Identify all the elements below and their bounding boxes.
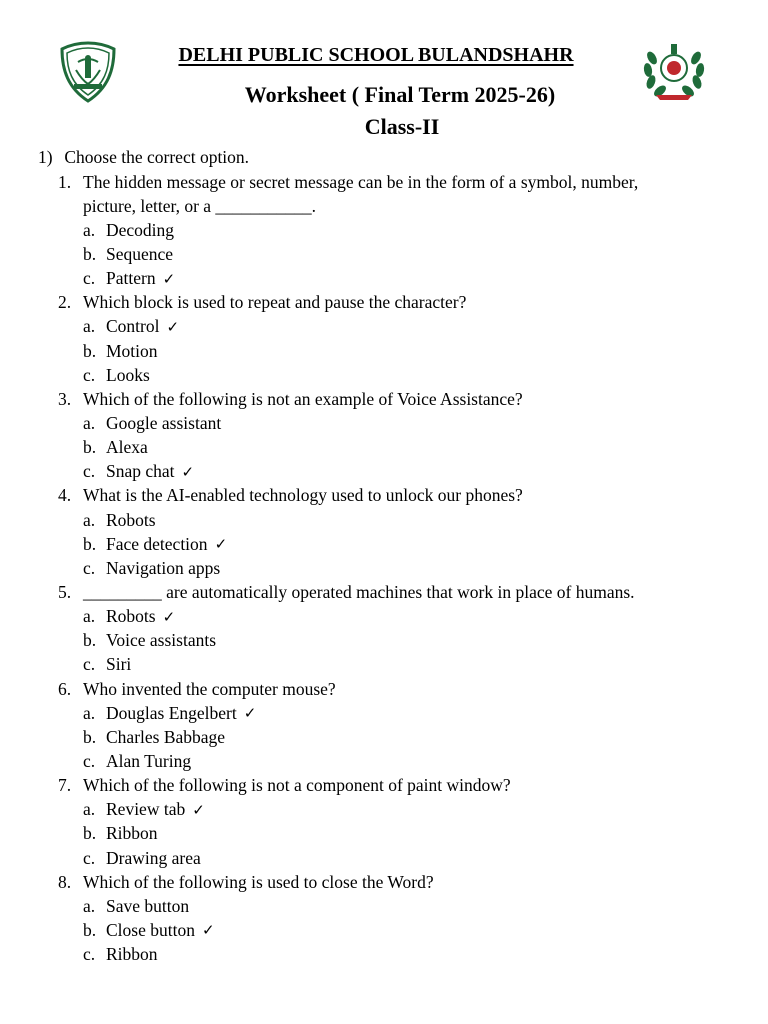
option-text: Drawing area [106, 847, 201, 868]
answer-option [58, 701, 758, 725]
section-heading [38, 146, 249, 168]
option-letter: c. [83, 654, 96, 675]
question-number: 1. [58, 171, 72, 192]
question-number: 2. [58, 292, 72, 313]
answer-option [58, 798, 758, 822]
option-letter: a. [83, 219, 96, 240]
question-number: 3. [58, 388, 72, 409]
question-text: Which of the following is not an example of Voice Assistance? [83, 388, 523, 409]
option-letter: c. [83, 750, 96, 771]
answer-option [58, 218, 758, 242]
question-list [58, 170, 758, 967]
option-letter: b. [83, 243, 97, 264]
checkmark-icon: ✓ [201, 921, 215, 940]
question-text: Which block is used to repeat and pause the character? [83, 292, 467, 313]
option-text: Snap chat [106, 461, 175, 482]
question-item [58, 170, 758, 291]
option-letter: b. [83, 340, 97, 361]
option-letter: b. [83, 533, 97, 554]
answer-option [58, 508, 758, 532]
checkmark-icon: ✓ [181, 462, 195, 481]
answer-option [58, 846, 758, 870]
option-text: Alan Turing [106, 750, 192, 771]
answer-option [58, 629, 758, 653]
answer-option [58, 267, 758, 291]
answer-option [58, 242, 758, 266]
question-text: Which of the following is used to close the Word? [83, 871, 434, 892]
option-letter: a. [83, 895, 96, 916]
question-number: 5. [58, 581, 72, 602]
checkmark-icon: ✓ [162, 607, 176, 626]
question-text-continued: picture, letter, or a ___________. [83, 195, 317, 216]
worksheet-title: Worksheet ( Final Term 2025-26) [244, 82, 556, 107]
option-text: Charles Babbage [106, 726, 226, 747]
option-letter: c. [83, 268, 96, 289]
checkmark-icon: ✓ [243, 704, 257, 723]
answer-option [58, 556, 758, 580]
option-letter: c. [83, 944, 96, 965]
question-number: 8. [58, 871, 72, 892]
answer-option [58, 894, 758, 918]
school-name: DELHI PUBLIC SCHOOL BULANDSHAHR [178, 44, 574, 66]
option-text: Ribbon [106, 944, 158, 965]
option-text: Decoding [106, 219, 175, 240]
question-number: 4. [58, 485, 72, 506]
question-text: Which of the following is not a component of paint window? [83, 775, 511, 796]
option-letter: c. [83, 364, 96, 385]
option-text: Save button [106, 895, 190, 916]
question-text: What is the AI-enabled technology used to unlock our phones? [83, 485, 523, 506]
checkmark-icon: ✓ [162, 269, 176, 288]
checkmark-icon: ✓ [214, 535, 228, 554]
option-text: Siri [106, 654, 132, 675]
question-item [58, 484, 758, 581]
question-item [58, 387, 758, 484]
option-letter: a. [83, 412, 96, 433]
option-text: Robots [106, 606, 156, 627]
question-number: 7. [58, 775, 72, 796]
answer-option [58, 725, 758, 749]
option-letter: b. [83, 630, 97, 651]
answer-option [58, 315, 758, 339]
option-letter: a. [83, 606, 96, 627]
answer-option [58, 339, 758, 363]
answer-option [58, 436, 758, 460]
option-letter: c. [83, 557, 96, 578]
question-item [58, 870, 758, 967]
section-number: 1) [38, 147, 53, 167]
option-letter: a. [83, 702, 96, 723]
option-letter: c. [83, 461, 96, 482]
answer-option [58, 749, 758, 773]
question-item [58, 580, 758, 677]
checkmark-icon: ✓ [166, 317, 180, 336]
option-text: Ribbon [106, 823, 158, 844]
question-text: _________ are automatically operated machines that work in place of humans. [83, 581, 635, 602]
option-text: Google assistant [106, 412, 222, 433]
option-text: Control [106, 316, 160, 337]
option-letter: b. [83, 437, 97, 458]
answer-option [58, 460, 758, 484]
answer-option [58, 653, 758, 677]
question-text: Who invented the computer mouse? [83, 678, 336, 699]
option-letter: b. [83, 823, 97, 844]
option-letter: a. [83, 316, 96, 337]
answer-option [58, 532, 758, 556]
option-letter: a. [83, 799, 96, 820]
option-text: Voice assistants [106, 630, 217, 651]
question-text: The hidden message or secret message can be in the form of a symbol, number, [83, 171, 639, 192]
answer-option [58, 943, 758, 967]
answer-option [58, 411, 758, 435]
option-text: Pattern [106, 268, 156, 289]
answer-option [58, 822, 758, 846]
option-text: Sequence [106, 243, 174, 264]
option-text: Robots [106, 509, 156, 530]
option-text: Review tab [106, 799, 186, 820]
class-label: Class-II [364, 114, 440, 139]
option-text: Looks [106, 364, 150, 385]
option-text: Douglas Engelbert [106, 702, 237, 723]
option-letter: b. [83, 726, 97, 747]
question-item [58, 677, 758, 774]
answer-option [58, 363, 758, 387]
question-item [58, 291, 758, 388]
answer-option [58, 918, 758, 942]
option-text: Face detection [106, 533, 208, 554]
option-text: Close button [106, 919, 195, 940]
option-letter: a. [83, 509, 96, 530]
section-instruction: Choose the correct option. [64, 147, 250, 167]
option-text: Navigation apps [106, 557, 221, 578]
question-item [58, 774, 758, 871]
option-letter: b. [83, 919, 97, 940]
option-letter: c. [83, 847, 96, 868]
option-text: Alexa [106, 437, 148, 458]
question-number: 6. [58, 678, 72, 699]
answer-option [58, 605, 758, 629]
checkmark-icon: ✓ [192, 800, 205, 819]
option-text: Motion [106, 340, 158, 361]
